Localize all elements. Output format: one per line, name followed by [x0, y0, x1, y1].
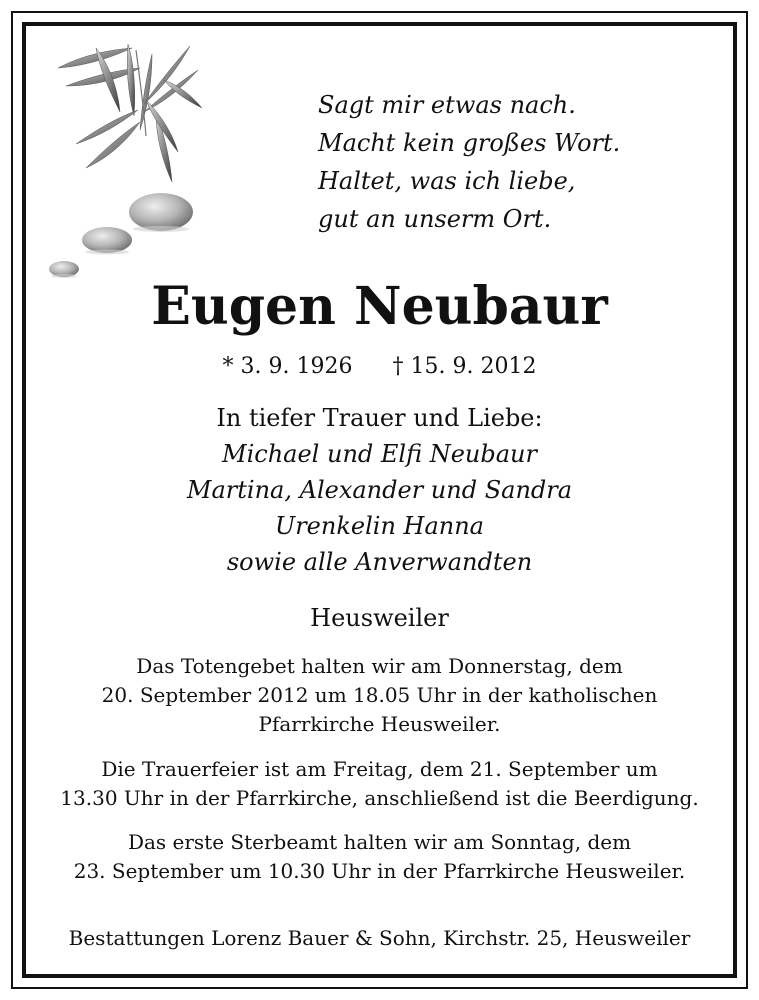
- notice-line: Die Trauerfeier ist am Freitag, dem 21. September um: [101, 757, 658, 781]
- notice-requiem: [0, 828, 759, 886]
- notice-line: 23. September um 10.30 Uhr in der Pfarrkirche Heusweiler.: [73, 859, 686, 883]
- death-date: † 15. 9. 2012: [392, 354, 537, 379]
- birth-date: * 3. 9. 1926: [222, 354, 353, 379]
- notice-prayer: [0, 652, 759, 739]
- notice-funeral: [0, 755, 759, 813]
- notice-line: 20. September 2012 um 18.05 Uhr in der katholischen: [101, 683, 658, 707]
- mourner-line: Michael und Elfi Neubaur: [222, 440, 537, 468]
- bamboo-leaves-and-stones-icon: [40, 40, 210, 290]
- mourner-line: Martina, Alexander und Sandra: [186, 476, 573, 504]
- life-dates: [0, 352, 759, 382]
- poem-line: Haltet, was ich liebe,: [318, 167, 576, 195]
- mourner-line: sowie alle Anverwandten: [226, 548, 533, 576]
- mourner-line: Urenkelin Hanna: [274, 512, 484, 540]
- mourners-heading: In tiefer Trauer und Liebe:: [216, 404, 543, 432]
- poem: [318, 86, 698, 238]
- funeral-home-footer: Bestattungen Lorenz Bauer & Sohn, Kirchstr. 25, Heusweiler: [68, 926, 691, 950]
- poem-line: gut an unserm Ort.: [318, 205, 552, 233]
- notice-line: 13.30 Uhr in der Pfarrkirche, anschließend ist die Beerdigung.: [60, 786, 699, 810]
- place-name: Heusweiler: [310, 604, 449, 632]
- notice-line: Das erste Sterbeamt halten wir am Sonntag, dem: [127, 830, 632, 854]
- notice-line: Pfarrkirche Heusweiler.: [258, 712, 501, 736]
- stone-group: [49, 193, 193, 278]
- mourners-block: [0, 400, 759, 580]
- bamboo-leaf-group: [58, 44, 202, 182]
- deceased-name: Eugen Neubaur: [151, 276, 608, 337]
- notice-line: Das Totengebet halten wir am Donnerstag, dem: [136, 654, 623, 678]
- poem-line: Macht kein großes Wort.: [318, 129, 621, 157]
- poem-line: Sagt mir etwas nach.: [318, 91, 576, 119]
